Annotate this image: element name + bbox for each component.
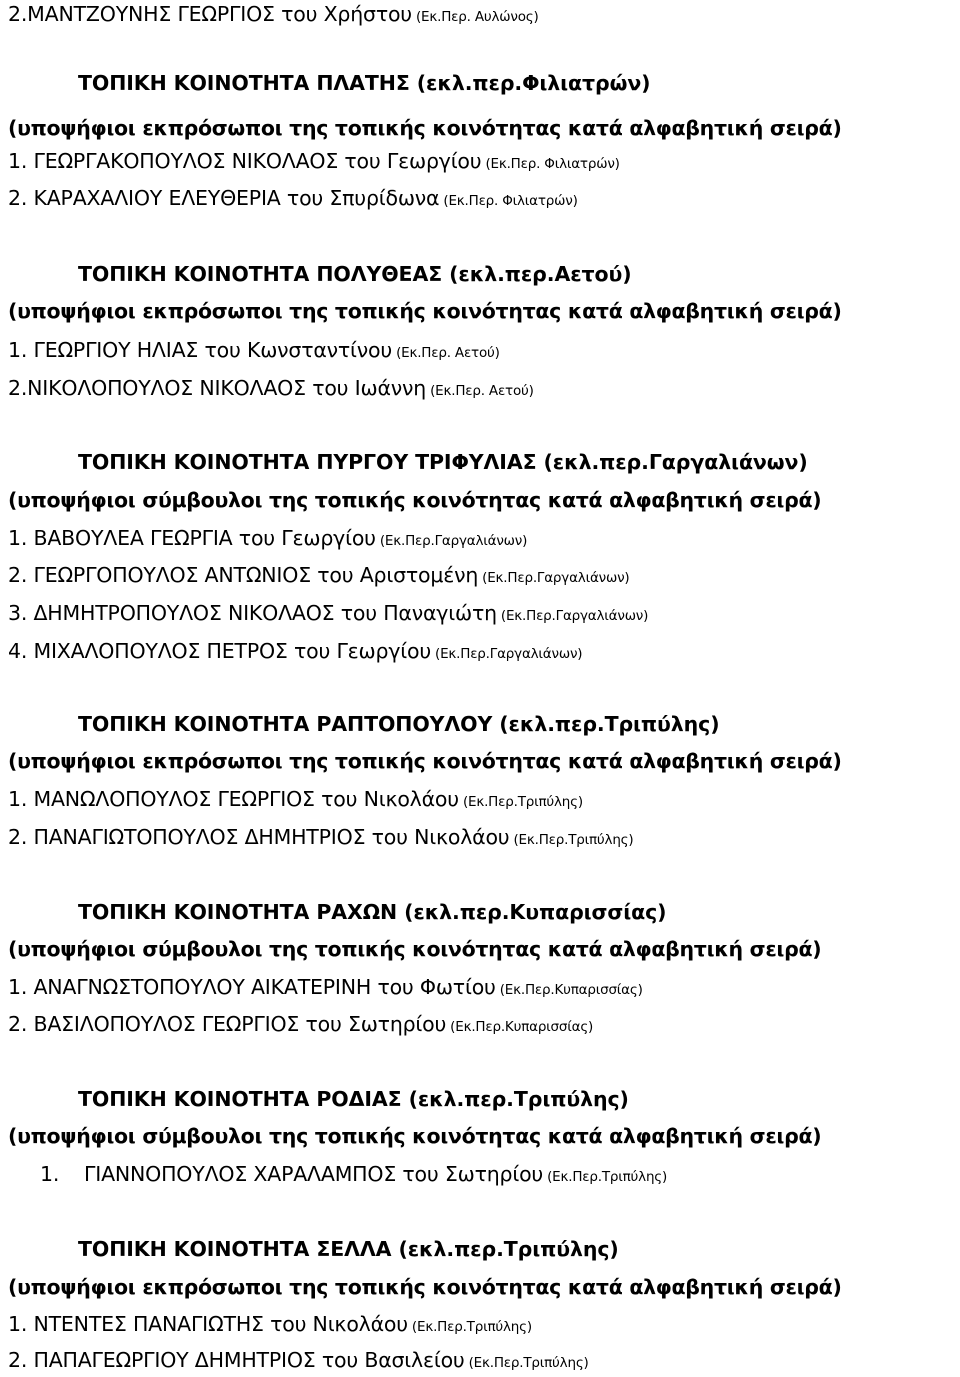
candidate-name: 1. ΝΤΕΝΤΕΣ ΠΑΝΑΓΙΩΤΗΣ του Νικολάου bbox=[8, 1312, 408, 1336]
section-heading: ΤΟΠΙΚΗ ΚΟΙΝΟΤΗΤΑ ΠΥΡΓΟΥ ΤΡΙΦΥΛΙΑΣ (εκλ.περ.Γαργαλιάνων) bbox=[78, 450, 808, 474]
candidate-entry bbox=[8, 188, 578, 209]
section-heading: ΤΟΠΙΚΗ ΚΟΙΝΟΤΗΤΑ ΠΟΛΥΘΕΑΣ (εκλ.περ.Αετού) bbox=[78, 262, 632, 286]
candidate-name: 2. ΚΑΡΑΧΑΛΙΟΥ ΕΛΕΥΘΕΡΙΑ του Σπυρίδωνα bbox=[8, 186, 440, 210]
candidate-name: 2. ΓΕΩΡΓΟΠΟΥΛΟΣ ΑΝΤΩΝΙΟΣ του Αριστομένη bbox=[8, 563, 479, 587]
candidate-name: 1. ΒΑΒΟΥΛΕΑ ΓΕΩΡΓΙΑ του Γεωργίου bbox=[8, 526, 376, 550]
candidate-district: (Εκ.Περ. Αυλώνος) bbox=[415, 9, 539, 25]
candidate-entry bbox=[8, 565, 630, 586]
candidate-district: (Εκ.Περ.Κυπαρισσίας) bbox=[450, 1019, 594, 1035]
candidate-entry bbox=[8, 1314, 532, 1335]
section-heading: ΤΟΠΙΚΗ ΚΟΙΝΟΤΗΤΑ ΡΑΧΩΝ (εκλ.περ.Κυπαρισσίας) bbox=[78, 900, 667, 924]
candidate-entry bbox=[8, 641, 582, 662]
section-subheading: (υποψήφιοι σύμβουλοι της τοπικής κοινότητας κατά αλφαβητική σειρά) bbox=[8, 488, 822, 512]
candidate-name: 3. ΔΗΜΗΤΡΟΠΟΥΛΟΣ ΝΙΚΟΛΑΟΣ του Παναγιώτη bbox=[8, 601, 497, 625]
candidate-number: 1. bbox=[40, 1162, 60, 1186]
candidate-district: (Εκ.Περ.Τριπύλης) bbox=[462, 794, 583, 810]
candidate-entry bbox=[8, 528, 527, 549]
candidate-district: (Εκ.Περ.Γαργαλιάνων) bbox=[435, 646, 583, 662]
candidate-district: (Εκ.Περ.Τριπύλης) bbox=[547, 1169, 668, 1185]
section-subheading: (υποψήφιοι εκπρόσωποι της τοπικής κοινότητας κατά αλφαβητική σειρά) bbox=[8, 749, 842, 773]
candidate-district: (Εκ.Περ. Φιλιατρών) bbox=[485, 156, 620, 172]
candidate-entry bbox=[8, 151, 620, 172]
candidate-name: 1. ΜΑΝΩΛΟΠΟΥΛΟΣ ΓΕΩΡΓΙΟΣ του Νικολάου bbox=[8, 787, 459, 811]
candidate-district: (Εκ.Περ.Τριπύλης) bbox=[513, 832, 634, 848]
candidate-entry bbox=[8, 1350, 589, 1371]
section-heading: ΤΟΠΙΚΗ ΚΟΙΝΟΤΗΤΑ ΠΛΑΤΗΣ (εκλ.περ.Φιλιατρών) bbox=[78, 71, 651, 95]
candidate-name: 2.ΝΙΚΟΛΟΠΟΥΛΟΣ ΝΙΚΟΛΑΟΣ του Ιωάννη bbox=[8, 376, 427, 400]
candidate-district: (Εκ.Περ. Φιλιατρών) bbox=[443, 193, 578, 209]
candidate-name: 4. ΜΙΧΑΛΟΠΟΥΛΟΣ ΠΕΤΡΟΣ του Γεωργίου bbox=[8, 639, 432, 663]
candidate-entry bbox=[8, 827, 633, 848]
candidate-entry bbox=[40, 1164, 667, 1185]
section-subheading: (υποψήφιοι σύμβουλοι της τοπικής κοινότητας κατά αλφαβητική σειρά) bbox=[8, 937, 822, 961]
candidate-entry bbox=[8, 340, 500, 361]
section-subheading: (υποψήφιοι εκπρόσωποι της τοπικής κοινότητας κατά αλφαβητική σειρά) bbox=[8, 116, 842, 140]
candidate-entry bbox=[8, 4, 539, 25]
section-subheading: (υποψήφιοι εκπρόσωποι της τοπικής κοινότητας κατά αλφαβητική σειρά) bbox=[8, 299, 842, 323]
candidate-district: (Εκ.Περ.Τριπύλης) bbox=[468, 1355, 589, 1371]
candidate-name: 2.ΜΑΝΤΖΟΥΝΗΣ ΓΕΩΡΓΙΟΣ του Χρήστου bbox=[8, 2, 412, 26]
candidate-district: (Εκ.Περ. Αετού) bbox=[430, 383, 534, 399]
candidate-district: (Εκ.Περ.Γαργαλιάνων) bbox=[482, 570, 630, 586]
candidate-district: (Εκ.Περ. Αετού) bbox=[396, 345, 500, 361]
candidate-entry bbox=[8, 789, 583, 810]
candidate-name: 1. ΓΕΩΡΓΙΟΥ ΗΛΙΑΣ του Κωνσταντίνου bbox=[8, 338, 393, 362]
candidate-entry bbox=[8, 603, 648, 624]
candidate-name: 2. ΠΑΝΑΓΙΩΤΟΠΟΥΛΟΣ ΔΗΜΗΤΡΙΟΣ του Νικολάου bbox=[8, 825, 510, 849]
candidate-entry bbox=[8, 977, 643, 998]
section-heading: ΤΟΠΙΚΗ ΚΟΙΝΟΤΗΤΑ ΣΕΛΛΑ (εκλ.περ.Τριπύλης) bbox=[78, 1237, 619, 1261]
candidate-district: (Εκ.Περ.Γαργαλιάνων) bbox=[379, 533, 528, 549]
section-subheading: (υποψήφιοι σύμβουλοι της τοπικής κοινότητας κατά αλφαβητική σειρά) bbox=[8, 1124, 822, 1148]
section-subheading: (υποψήφιοι εκπρόσωποι της τοπικής κοινότητας κατά αλφαβητική σειρά) bbox=[8, 1275, 842, 1299]
candidate-name: 1. ΑΝΑΓΝΩΣΤΟΠΟΥΛΟΥ ΑΙΚΑΤΕΡΙΝΗ του Φωτίου bbox=[8, 975, 496, 999]
candidate-district: (Εκ.Περ.Τριπύλης) bbox=[411, 1319, 532, 1335]
candidate-district: (Εκ.Περ.Γαργαλιάνων) bbox=[500, 608, 649, 624]
section-heading: ΤΟΠΙΚΗ ΚΟΙΝΟΤΗΤΑ ΡΑΠΤΟΠΟΥΛΟΥ (εκλ.περ.Τριπύλης) bbox=[78, 712, 720, 736]
candidate-entry bbox=[8, 378, 534, 399]
candidate-name: 1. ΓΕΩΡΓΑΚΟΠΟΥΛΟΣ ΝΙΚΟΛΑΟΣ του Γεωργίου bbox=[8, 149, 482, 173]
candidate-district: (Εκ.Περ.Κυπαρισσίας) bbox=[499, 982, 643, 998]
candidate-entry bbox=[8, 1014, 593, 1035]
candidate-name: 2. ΠΑΠΑΓΕΩΡΓΙΟΥ ΔΗΜΗΤΡΙΟΣ του Βασιλείου bbox=[8, 1348, 465, 1372]
section-heading: ΤΟΠΙΚΗ ΚΟΙΝΟΤΗΤΑ ΡΟΔΙΑΣ (εκλ.περ.Τριπύλης) bbox=[78, 1087, 629, 1111]
candidate-name: ΓΙΑΝΝΟΠΟΥΛΟΣ ΧΑΡΑΛΑΜΠΟΣ του Σωτηρίου bbox=[84, 1162, 544, 1186]
candidate-name: 2. ΒΑΣΙΛΟΠΟΥΛΟΣ ΓΕΩΡΓΙΟΣ του Σωτηρίου bbox=[8, 1012, 447, 1036]
